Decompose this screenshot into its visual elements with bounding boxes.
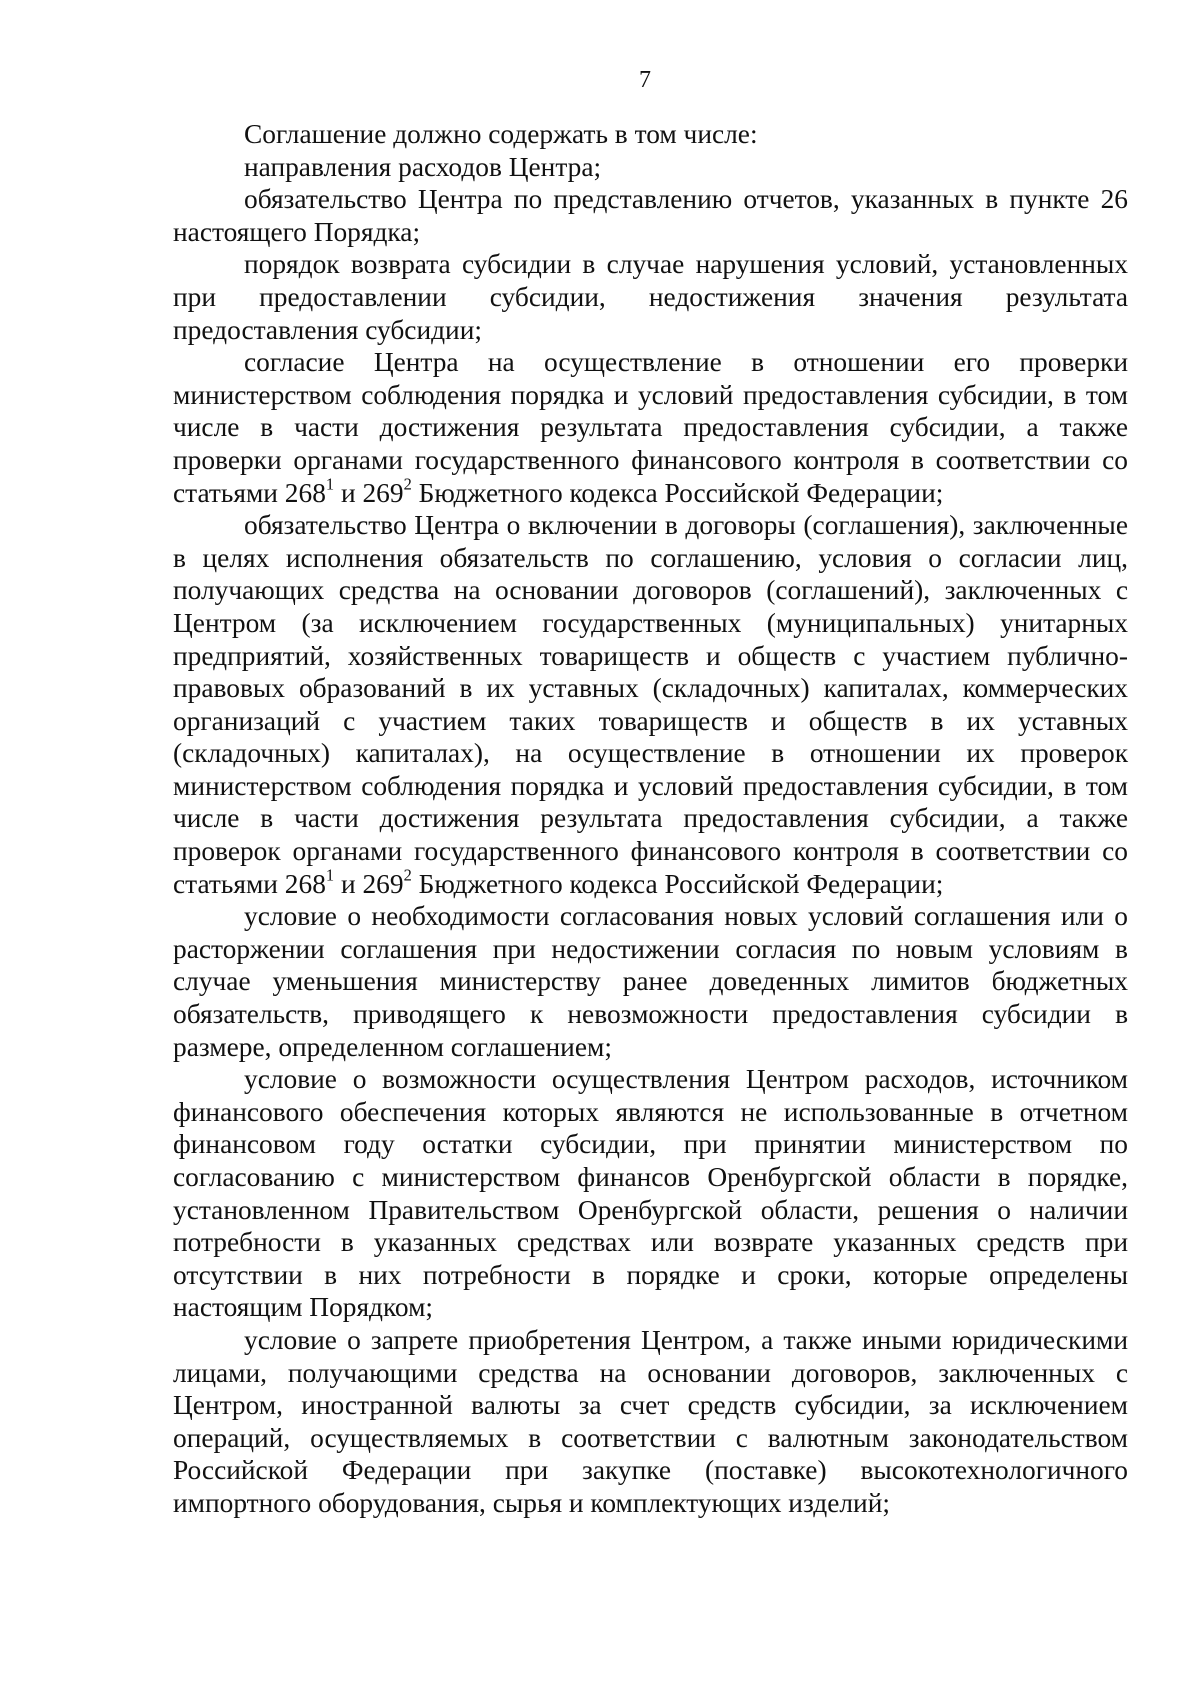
paragraph-subsidy-return-procedure: порядок возврата субсидии в случае нарушения условий, установленных при предоставлении субсидии, недостижения значения результата предоставления субсидии; xyxy=(173,249,1128,345)
paragraph-unused-balance-condition: условие о возможности осуществления Центром расходов, источником финансового обеспечения которых являются не использованные в отчетном финансовом году остатки субсидии, при принятии министерством по согласованию с министерством финансов Оренбургской области в порядке, установленном Правительством Оренбургской области, решения о наличии потребности в указанных средствах или возврате указанных средств при отсутствии в них потребности в порядке и сроки, которые определены настоящим Порядком; xyxy=(173,1064,1128,1323)
paragraph-center-consent-to-inspection xyxy=(173,346,1128,509)
document-body xyxy=(173,118,1128,1520)
paragraph-foreign-currency-ban: условие о запрете приобретения Центром, а также иными юридическими лицами, получающими средства на основании договоров, заключенных с Центром, иностранной валюты за счет средств субсидии, за исключением операций, осуществляемых в соответствии с валютным законодательством Российской Федерации при закупке (поставке) высокотехнологичного импортного оборудования, сырья и комплектующих изделий; xyxy=(173,1324,1128,1518)
article-superscript: 1 xyxy=(325,865,335,885)
paragraph-contract-consent-obligation xyxy=(173,509,1128,900)
paragraph-text: согласие Центра на осуществление в отношении его проверки министерством соблюдения порядка и условий предоставления субсидии, в том числе в части достижения результата предоставления субсидии, а также проверки органами государственного финансового контроля в соответствии со статьями 268 xyxy=(173,347,1128,508)
paragraph-text: и 269 xyxy=(334,868,404,899)
article-superscript: 2 xyxy=(403,865,412,885)
paragraph-new-terms-condition: условие о необходимости согласования новых условий соглашения или о расторжении соглашения при недостижении согласия по новым условиям в случае уменьшения министерству ранее доведенных лимитов бюджетных обязательств, приводящего к невозможности предоставления субсидии в размере, определенном соглашением; xyxy=(173,901,1128,1062)
page-number: 7 xyxy=(639,67,651,93)
paragraph-reporting-obligation: обязательство Центра по представлению отчетов, указанных в пункте 26 настоящего Порядка; xyxy=(173,184,1128,247)
paragraph-agreement-contents: Соглашение должно содержать в том числе: xyxy=(244,119,758,149)
paragraph-text: обязательство Центра о включении в договоры (соглашения), заключенные в целях исполнения обязательств по соглашению, условия о согласии лиц, получающих средства на основании договоров (соглашений), заключенных с Центром (за исключением государственных (муниципальных) унитарных предприятий, хозяйственных товариществ и обществ с участием публично-правовых образований в их уставных (складочных) капиталах, коммерческих организаций с участием таких товариществ и обществ в их уставных (складочных) капиталах), на осуществление в отношении их проверок министерством соблюдения порядка и условий предоставления субсидии, в том числе в части достижения результата предоставления субсидии, а также проверок органами государственного финансового контроля в соответствии со статьями 268 xyxy=(173,510,1128,899)
article-superscript: 2 xyxy=(403,474,412,494)
paragraph-expense-directions: направления расходов Центра; xyxy=(244,151,602,182)
paragraph-text: Бюджетного кодекса Российской Федерации; xyxy=(411,868,944,899)
paragraph-text: и 269 xyxy=(334,477,404,508)
article-superscript: 1 xyxy=(325,474,335,494)
paragraph-text: Бюджетного кодекса Российской Федерации; xyxy=(411,477,944,508)
